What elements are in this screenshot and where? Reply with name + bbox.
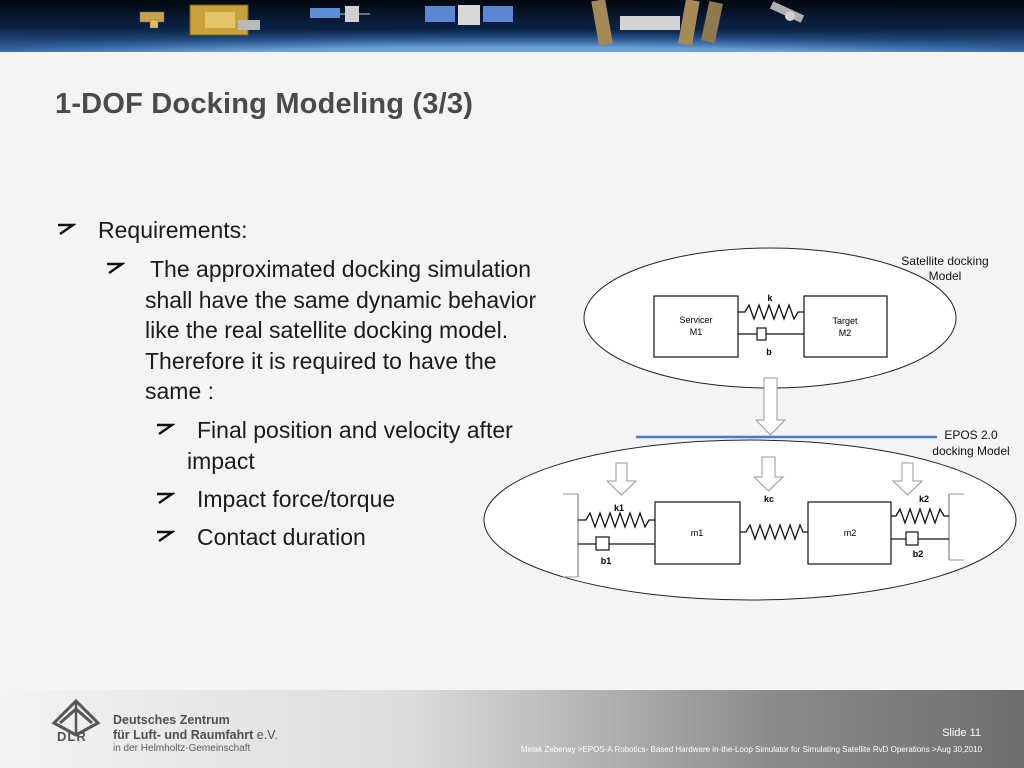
spring-kc-label: kc <box>763 494 775 504</box>
damper-b2 <box>906 532 918 545</box>
satellite-model-caption-l1: Satellite docking <box>901 254 989 268</box>
damper-b2-label: b2 <box>912 549 924 559</box>
bullet-text: Requirements: <box>98 217 248 243</box>
org-name-line2-text: für Luft- und Raumfahrt <box>113 728 254 742</box>
slide-number: Slide 11 <box>942 727 981 739</box>
target-block <box>804 296 887 357</box>
epos-caption-l2: docking Model <box>932 444 1010 458</box>
bullet-line: Impact force/torque <box>197 486 396 512</box>
satellite-model-ellipse <box>584 248 956 388</box>
org-name-line2 <box>113 728 278 742</box>
satellite-model-caption-l2: Model <box>928 269 962 283</box>
bullet-line: same : <box>145 378 215 404</box>
bullet-line: impact <box>187 447 255 474</box>
bullet-line: Therefore it is required to have the <box>145 347 497 374</box>
bullet-line: shall have the same dynamic behavior <box>145 286 537 313</box>
bullet-line: like the real satellite docking model. <box>145 317 509 343</box>
org-name-line3: in der Helmholtz-Gemeinschaft <box>113 743 251 754</box>
servicer-label-l1: Servicer <box>679 315 713 325</box>
org-name-suffix: e.V. <box>253 728 278 742</box>
damper-b1 <box>596 537 609 550</box>
slide-title: 1-DOF Docking Modeling (3/3) <box>55 88 474 120</box>
target-label-l2: M2 <box>838 328 852 338</box>
damper-b-label: b <box>766 347 772 357</box>
servicer-label-l2: M1 <box>689 327 703 337</box>
spring-k1-label: k1 <box>613 503 625 513</box>
bullet-line: Contact duration <box>197 524 366 550</box>
spring-k-label: k <box>767 293 773 303</box>
bullet-line: The approximated docking simulation <box>150 256 531 282</box>
m1-label: m1 <box>690 528 704 538</box>
bullet-line: Final position and velocity after <box>197 417 513 443</box>
spring-k2-label: k2 <box>918 494 930 504</box>
damper-b1-label: b1 <box>600 556 612 566</box>
damper-b <box>757 328 766 340</box>
m2-label: m2 <box>843 528 857 538</box>
epos-caption-l1: EPOS 2.0 <box>944 428 998 442</box>
footer-citation: Melak Zebenay >EPOS-A Robotics- Based Hardware in-the-Loop Simulator for Simulating Satellite RvD Operations >Aug 30,2010 <box>520 745 982 754</box>
target-label-l1: Target <box>832 316 858 326</box>
org-name-line1: Deutsches Zentrum <box>113 713 230 727</box>
dlr-logo-text: DLR <box>57 729 87 744</box>
